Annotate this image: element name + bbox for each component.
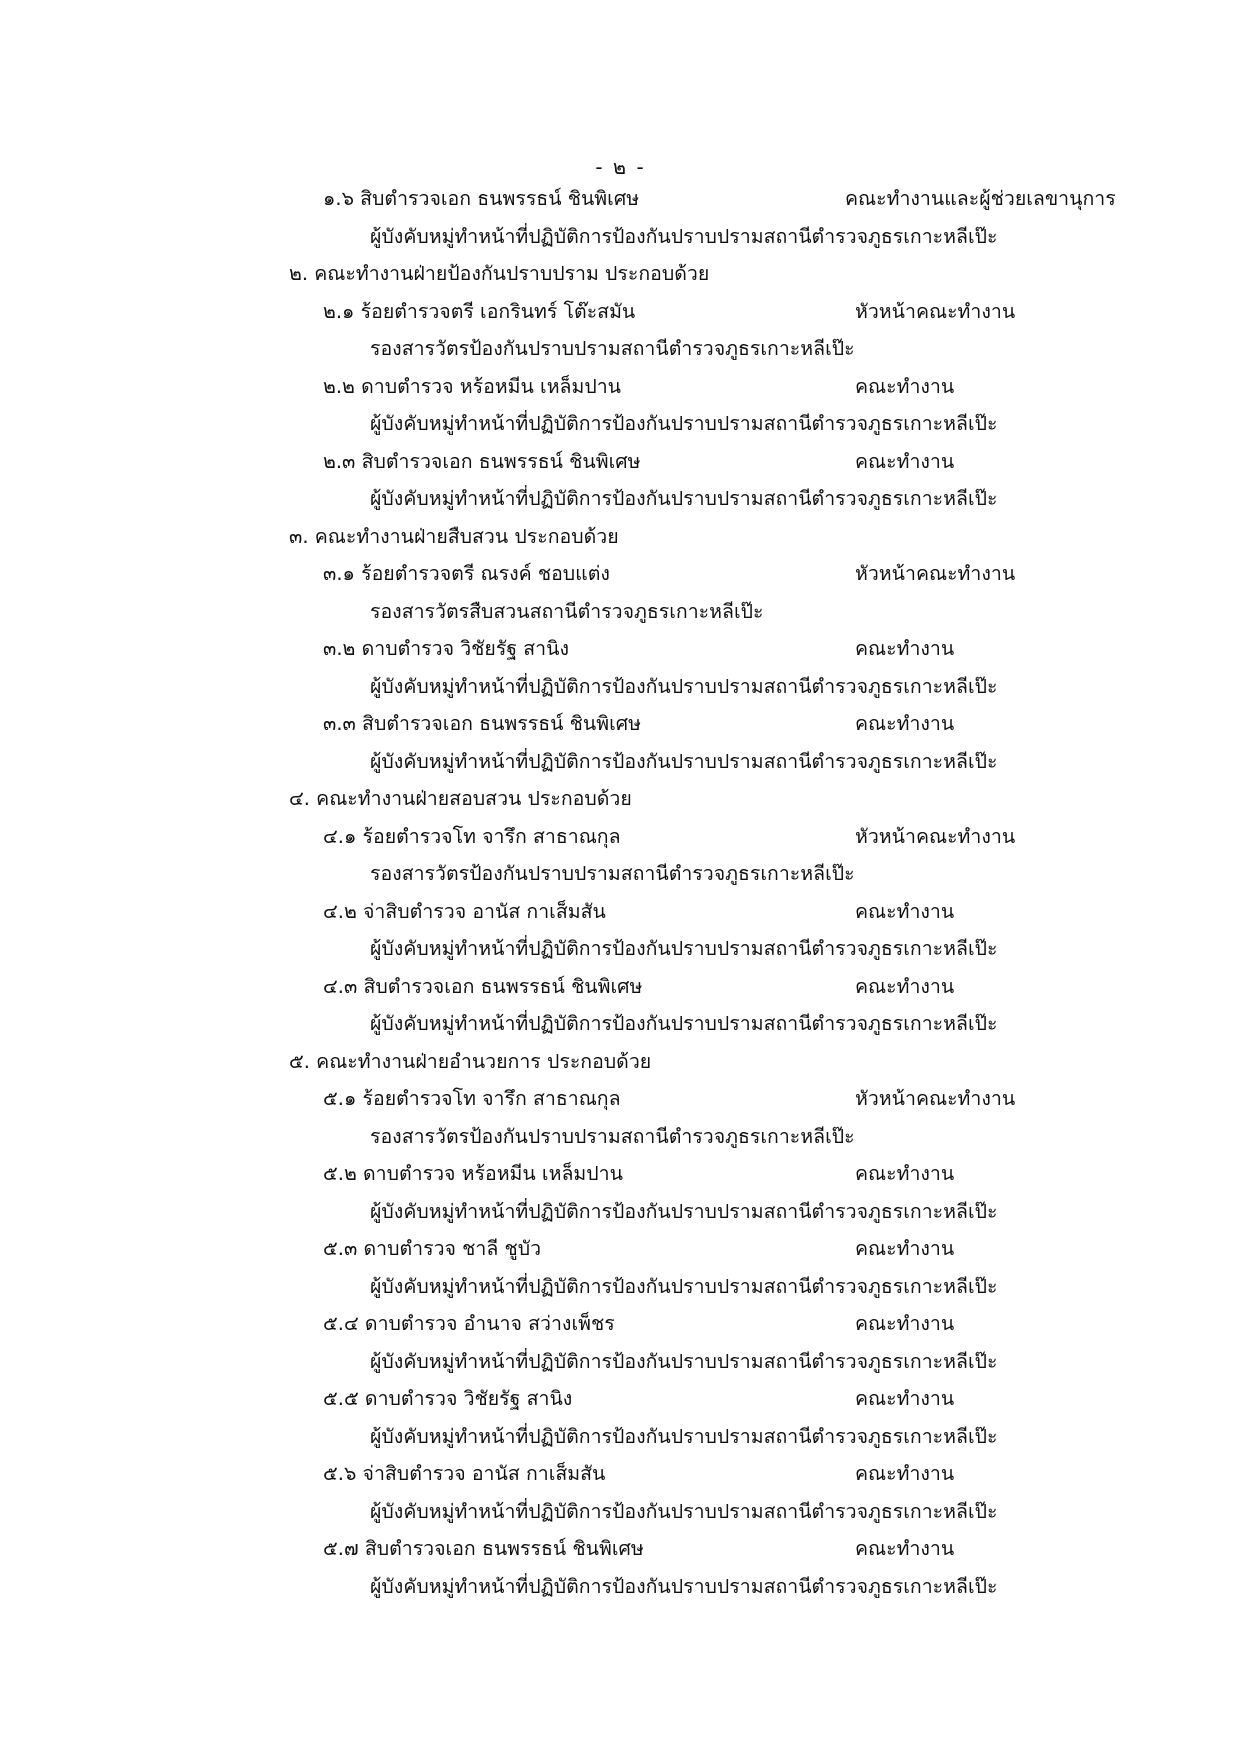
member-position: [0, 1268, 1241, 1306]
member-name: ๕.๑ ร้อยตำรวจโท จารึก สาธาณกุล: [323, 1087, 621, 1110]
position-text: ผู้บังคับหมู่ทำหน้าที่ปฏิบัติการป้องกันปราบปรามสถานีตำรวจภูธรเกาะหลีเป๊ะ: [370, 412, 998, 435]
member-row: [0, 443, 1241, 481]
member-role: คณะทำงาน: [855, 712, 955, 735]
member-row: [0, 1380, 1241, 1418]
position-text: ผู้บังคับหมู่ทำหน้าที่ปฏิบัติการป้องกันปราบปรามสถานีตำรวจภูธรเกาะหลีเป๊ะ: [370, 1274, 998, 1298]
section-heading: ๔. คณะทำงานฝ่ายสอบสวน ประกอบด้วย: [289, 787, 632, 810]
section-heading: ๓. คณะทำงานฝ่ายสืบสวน ประกอบด้วย: [289, 524, 619, 548]
member-row: [0, 1155, 1241, 1193]
member-row: [0, 893, 1241, 931]
page-number: - ๒ -: [595, 155, 646, 179]
member-row: [0, 818, 1241, 856]
member-name: ๕.๒ ดาบตำรวจ หร้อหมีน เหล็มปาน: [323, 1162, 623, 1185]
position-text: ผู้บังคับหมู่ทำหน้าที่ปฏิบัติการป้องกันปราบปรามสถานีตำรวจภูธรเกาะหลีเป๊ะ: [370, 937, 998, 960]
member-role: คณะทำงาน: [855, 637, 955, 660]
section-heading: ๕. คณะทำงานฝ่ายอำนวยการ ประกอบด้วย: [289, 1049, 652, 1073]
position-text: รองสารวัตรป้องกันปราบปรามสถานีตำรวจภูธรเกาะหลีเป๊ะ: [370, 862, 855, 885]
member-role: คณะทำงาน: [855, 374, 955, 398]
member-position: [0, 1343, 1241, 1381]
member-role: คณะทำงาน: [855, 449, 955, 473]
member-position: [0, 1005, 1241, 1043]
member-name: ๕.๔ ดาบตำรวจ อำนาจ สว่างเพ็ชร: [323, 1312, 615, 1335]
committee-list: [0, 180, 1241, 1605]
member-position: [0, 218, 1241, 256]
member-position: [0, 1568, 1241, 1606]
member-position: [0, 330, 1241, 368]
member-row: [0, 1080, 1241, 1118]
member-role: คณะทำงาน: [855, 1237, 955, 1260]
member-position: [0, 668, 1241, 706]
member-position: [0, 405, 1241, 443]
member-name: ๑.๖ สิบตำรวจเอก ธนพรรธน์ ชินพิเศษ: [323, 187, 640, 210]
member-name: ๓.๓ สิบตำรวจเอก ธนพรรธน์ ชินพิเศษ: [323, 712, 641, 735]
member-row: [0, 180, 1241, 218]
member-name: ๓.๑ ร้อยตำรวจตรี ณรงค์ ชอบแต่ง: [323, 562, 610, 585]
member-position: [0, 593, 1241, 631]
position-text: ผู้บังคับหมู่ทำหน้าที่ปฏิบัติการป้องกันปราบปรามสถานีตำรวจภูธรเกาะหลีเป๊ะ: [370, 1574, 998, 1598]
member-row: [0, 705, 1241, 743]
member-name: ๒.๒ ดาบตำรวจ หร้อหมีน เหล็มปาน: [323, 374, 622, 398]
member-role: คณะทำงาน: [855, 1312, 955, 1335]
member-name: ๔.๓ สิบตำรวจเอก ธนพรรธน์ ชินพิเศษ: [323, 974, 643, 998]
member-role: คณะทำงาน: [855, 1462, 955, 1485]
member-row: [0, 1455, 1241, 1493]
member-name: ๕.๕ ดาบตำรวจ วิชัยรัฐ สานิง: [323, 1387, 573, 1410]
position-text: ผู้บังคับหมู่ทำหน้าที่ปฏิบัติการป้องกันปราบปรามสถานีตำรวจภูธรเกาะหลีเป๊ะ: [370, 1012, 998, 1035]
position-text: ผู้บังคับหมู่ทำหน้าที่ปฏิบัติการป้องกันปราบปรามสถานีตำรวจภูธรเกาะหลีเป๊ะ: [370, 1424, 998, 1448]
member-position: [0, 1493, 1241, 1531]
member-name: ๔.๑ ร้อยตำรวจโท จารึก สาธาณกุล: [323, 824, 621, 848]
position-text: ผู้บังคับหมู่ทำหน้าที่ปฏิบัติการป้องกันปราบปรามสถานีตำรวจภูธรเกาะหลีเป๊ะ: [370, 487, 998, 510]
position-text: ผู้บังคับหมู่ทำหน้าที่ปฏิบัติการป้องกันปราบปรามสถานีตำรวจภูธรเกาะหลีเป๊ะ: [370, 1349, 998, 1373]
member-row: [0, 293, 1241, 331]
member-role: คณะทำงานและผู้ช่วยเลขานุการ: [845, 187, 1116, 210]
position-text: รองสารวัตรป้องกันปราบปรามสถานีตำรวจภูธรเกาะหลีเป๊ะ: [370, 1124, 855, 1148]
member-row: [0, 968, 1241, 1006]
member-role: หัวหน้าคณะทำงาน: [855, 299, 1016, 323]
position-text: ผู้บังคับหมู่ทำหน้าที่ปฏิบัติการป้องกันปราบปรามสถานีตำรวจภูธรเกาะหลีเป๊ะ: [370, 674, 998, 698]
member-row: [0, 1530, 1241, 1568]
member-row: [0, 1230, 1241, 1268]
member-role: คณะทำงาน: [855, 1162, 955, 1185]
member-row: [0, 1305, 1241, 1343]
member-name: ๓.๒ ดาบตำรวจ วิชัยรัฐ สานิง: [323, 637, 569, 660]
member-position: [0, 855, 1241, 893]
position-text: ผู้บังคับหมู่ทำหน้าที่ปฏิบัติการป้องกันปราบปรามสถานีตำรวจภูธรเกาะหลีเป๊ะ: [370, 1199, 998, 1223]
member-row: [0, 368, 1241, 406]
member-position: [0, 1118, 1241, 1156]
member-role: คณะทำงาน: [855, 899, 955, 923]
position-text: รองสารวัตรป้องกันปราบปรามสถานีตำรวจภูธรเกาะหลีเป๊ะ: [370, 337, 855, 360]
member-position: [0, 480, 1241, 518]
member-row: [0, 555, 1241, 593]
member-role: คณะทำงาน: [855, 1387, 955, 1410]
member-name: ๕.๖ จ่าสิบตำรวจ อานัส กาเส็มสัน: [323, 1462, 606, 1485]
section-heading: ๒. คณะทำงานฝ่ายป้องกันปราบปราม ประกอบด้วย: [289, 262, 710, 285]
member-name: ๒.๓ สิบตำรวจเอก ธนพรรธน์ ชินพิเศษ: [323, 449, 641, 473]
member-name: ๔.๒ จ่าสิบตำรวจ อานัส กาเส็มสัน: [323, 899, 606, 923]
member-position: [0, 743, 1241, 781]
member-name: ๒.๑ ร้อยตำรวจตรี เอกรินทร์ โต๊ะสมัน: [323, 299, 636, 323]
member-row: [0, 630, 1241, 668]
member-role: หัวหน้าคณะทำงาน: [855, 824, 1016, 848]
member-role: คณะทำงาน: [855, 1537, 955, 1560]
position-text: ผู้บังคับหมู่ทำหน้าที่ปฏิบัติการป้องกันปราบปรามสถานีตำรวจภูธรเกาะหลีเป๊ะ: [370, 749, 998, 773]
member-name: ๕.๓ ดาบตำรวจ ชาลี ชูบัว: [323, 1237, 542, 1260]
member-position: [0, 1418, 1241, 1456]
member-name: ๕.๗ สิบตำรวจเอก ธนพรรธน์ ชินพิเศษ: [323, 1537, 644, 1560]
position-text: ผู้บังคับหมู่ทำหน้าที่ปฏิบัติการป้องกันปราบปรามสถานีตำรวจภูธรเกาะหลีเป๊ะ: [370, 1499, 998, 1523]
member-role: หัวหน้าคณะทำงาน: [855, 562, 1016, 585]
member-position: [0, 1193, 1241, 1231]
position-text: ผู้บังคับหมู่ทำหน้าที่ปฏิบัติการป้องกันปราบปรามสถานีตำรวจภูธรเกาะหลีเป๊ะ: [370, 224, 998, 248]
member-position: [0, 930, 1241, 968]
member-role: คณะทำงาน: [855, 974, 955, 998]
position-text: รองสารวัตรสืบสวนสถานีตำรวจภูธรเกาะหลีเป๊ะ: [370, 599, 764, 623]
member-role: หัวหน้าคณะทำงาน: [855, 1087, 1016, 1110]
